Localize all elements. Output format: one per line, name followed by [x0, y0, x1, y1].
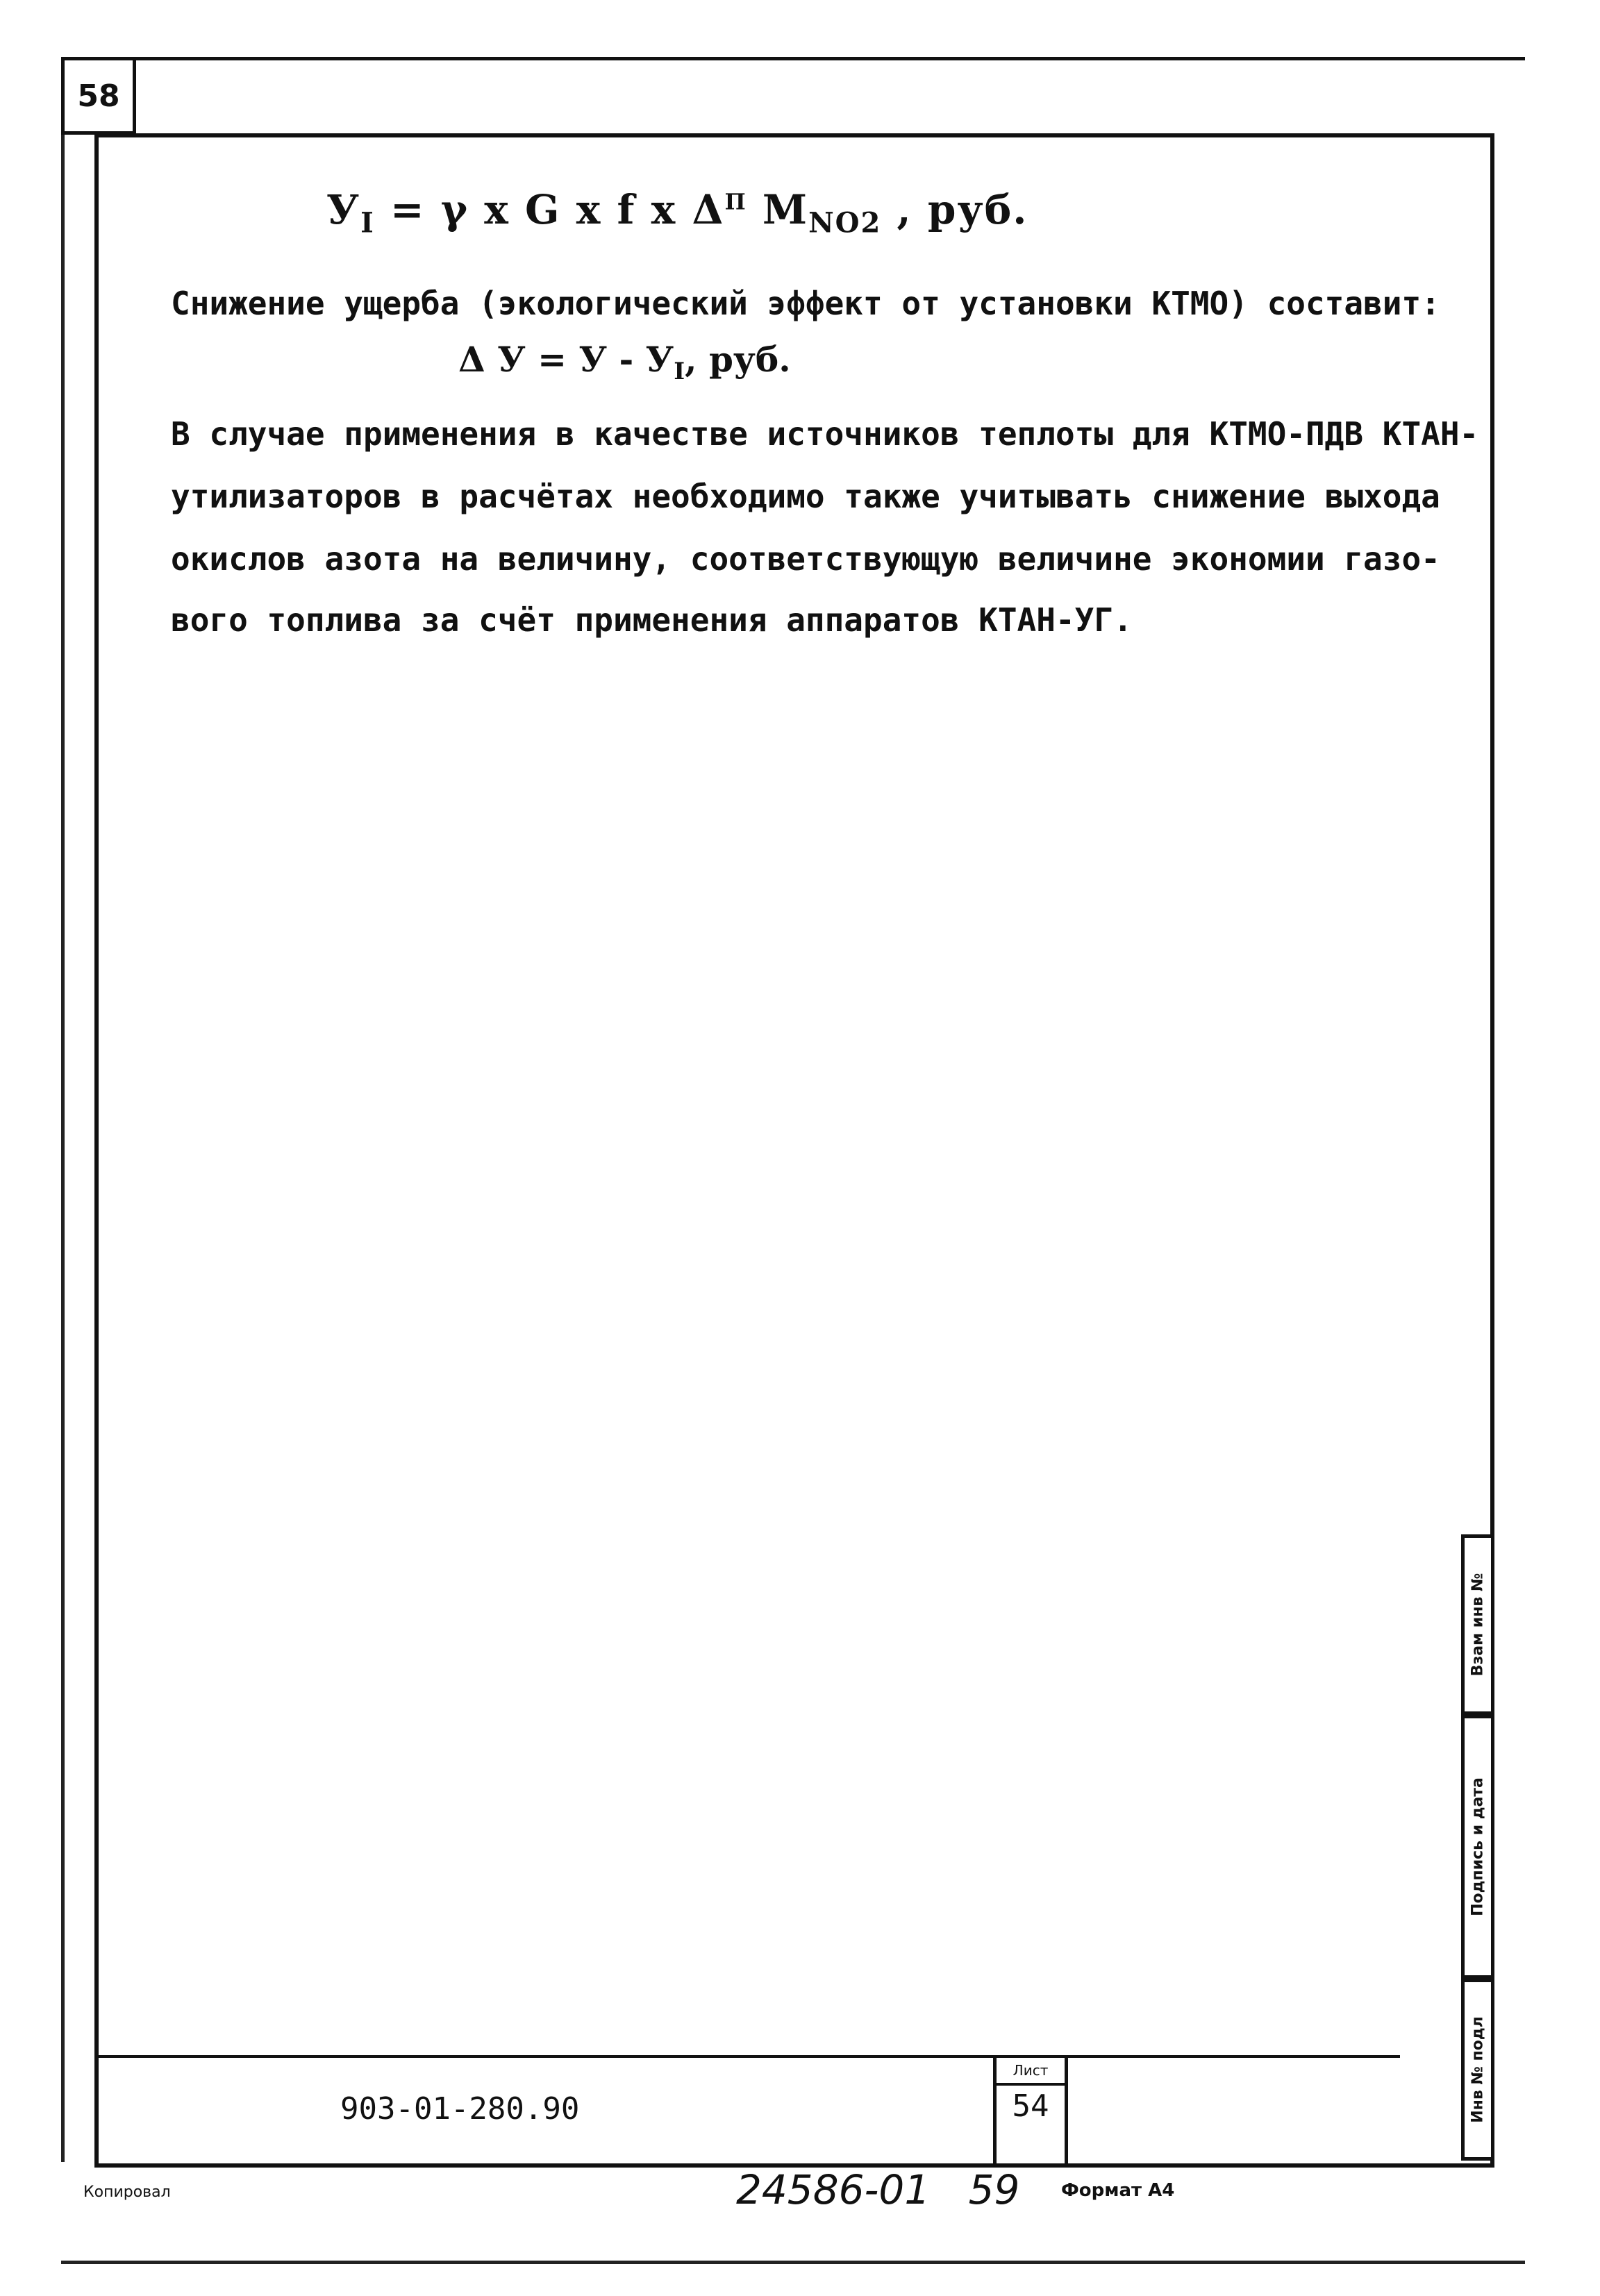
sheet-number: 54: [1012, 2088, 1049, 2124]
formula-delta: Δ $У = У - У_I$, руб.: [458, 339, 791, 385]
copied-by-label: Копировал: [83, 2184, 171, 2201]
title-block-top-line: [94, 2055, 1400, 2058]
text-line-6: вого топлива за счёт применения аппаратов КТАН-УГ.: [171, 601, 1133, 639]
text-line-5: окислов азота на величину, соответствующую величине экономии газо-: [171, 540, 1440, 578]
text-line-4: утилизаторов в расчётах необходимо также учитывать снижение выхода: [171, 478, 1440, 515]
stamp-replaced-inv: Взам инв №: [1461, 1534, 1494, 1715]
text-line-3: В случае применения в качестве источников теплоты для КТМО-ПДВ КТАН-: [171, 415, 1479, 453]
archive-number: 24586-01 59: [736, 2166, 1020, 2213]
document-code: 903-01-280.90: [340, 2091, 580, 2127]
stamp-original-inv: Инв № подл: [1461, 1979, 1494, 2161]
format-label: Формат А4: [1061, 2180, 1175, 2201]
sheet-label: Лист: [997, 2058, 1065, 2086]
sheet-bottom-border: [61, 2261, 1525, 2264]
stamp-signature-date: Подпись и дата: [1461, 1715, 1494, 1979]
formula-lhs: У: [326, 186, 361, 233]
formula-m: M: [747, 186, 809, 233]
formula-main: [326, 186, 1028, 240]
page-number: 58: [61, 57, 136, 135]
sheet-left-border: [61, 135, 65, 2162]
formula-unit: , руб.: [897, 186, 1028, 233]
text-line-1: Снижение ущерба (экологический эффект от установки КТМО) составит:: [171, 285, 1440, 322]
sheet-top-border: [61, 57, 1525, 60]
formula-m-sub: NO2: [808, 206, 882, 240]
formula-rhs: = γ x G x f x Δ: [390, 186, 725, 233]
formula-lhs-sub: I: [360, 206, 375, 240]
formula-delta-sup: П: [724, 188, 747, 215]
sheet-number-box: [993, 2055, 1068, 2168]
